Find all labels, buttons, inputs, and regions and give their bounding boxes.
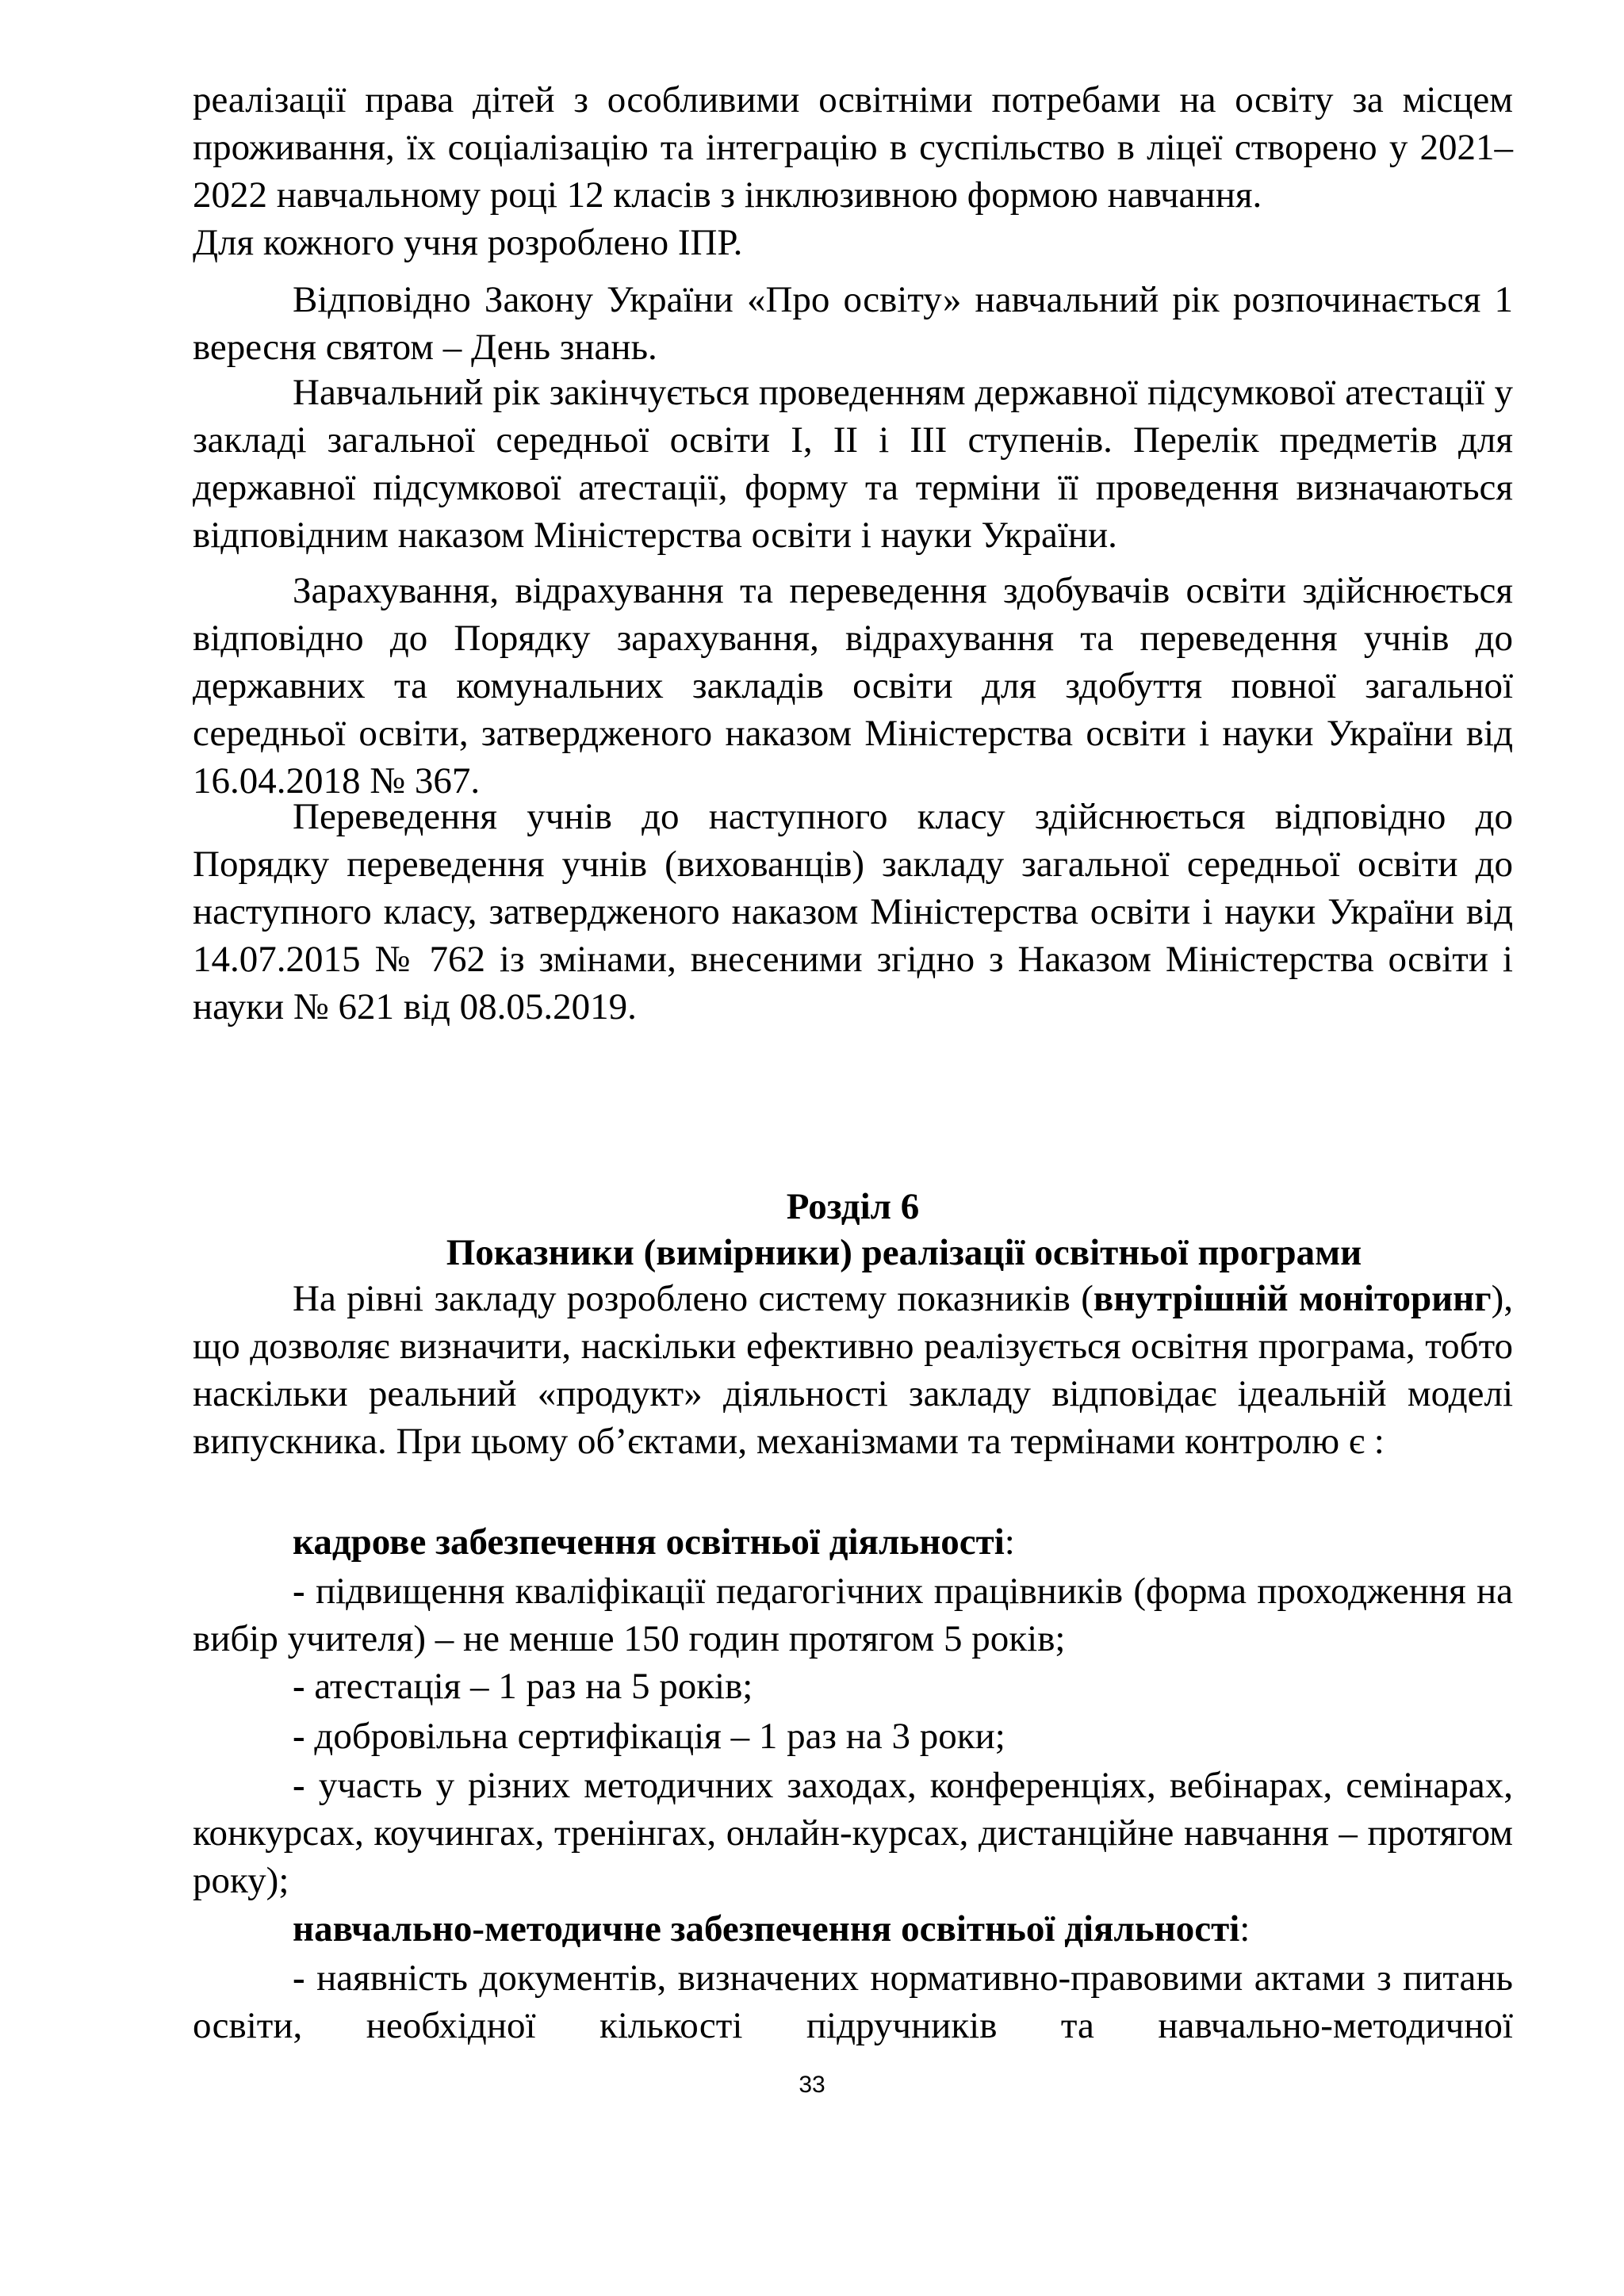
staffing-item-methodical-events: - участь у різних методичних заходах, конференціях, вебінарах, семінарах, конкурсах, коучингах, тренінгах, онлайн-курсах, дистанційне навчання – протягом року); [193,1765,1513,1901]
section-title: Показники (вимірники) реалізації освітньої програми [446,1232,1362,1273]
monitoring-term: внутрішній моніторинг [1093,1278,1492,1319]
staffing-item-attestation: - атестація – 1 раз на 5 років; [293,1666,753,1707]
staffing-item-certification: - добровільна сертифікація – 1 раз на 3 роки; [293,1716,1005,1757]
paragraph-ipr: Для кожного учня розроблено ІПР. [193,222,743,263]
section-number: Розділ 6 [786,1186,920,1227]
paragraph-promotion: Переведення учнів до наступного класу здійснюється відповідно до Порядку переведення учнів (вихованців) закладу загальної середньої освіти до наступного класу, затвердженого наказом Міністерства освіти і науки України від 14.07.2015 № 762 із змінами, внесеними згідно з Наказом Міністерства освіти і науки № 621 від 08.05.2019. [193,796,1513,1027]
paragraph-monitoring-intro: На рівні закладу розроблено систему показників (внутрішній моніторинг), що дозволяє визначити, наскільки ефективно реалізується освітня програма, тобто наскільки реальний «продукт» діяльності закладу відповідає ідеальній моделі випускника. При цьому об’єктами, механізмами та термінами контролю є : [193,1278,1514,1462]
paragraph-school-year-end: Навчальний рік закінчується проведенням державної підсумкової атестації у закладі загальної середньої освіти І, ІІ і ІІІ ступенів. Перелік предметів для державної підсумкової атестації, форму та терміни її проведення визначаються відповідним наказом Міністерства освіти і науки України. [193,372,1513,556]
paragraph-inclusive-classes: реалізації права дітей з особливими освітніми потребами на освіту за місцем проживання, їх соціалізацію та інтеграцію в суспільство в ліцеї створено у 2021–2022 навчальному році 12 класів з інклюзивною формою навчання. [193,79,1513,216]
methodical-item-documents: - наявність документів, визначених нормативно-правовими актами з питань освіти, необхідної кількості підручників та навчально-методичної [193,1957,1513,2046]
page-number: 33 [799,2072,825,2098]
staffing-item-qualification: - підвищення кваліфікації педагогічних працівників (форма проходження на вибір учителя) – не менше 150 годин протягом 5 років; [193,1571,1513,1659]
staffing-heading: кадрове забезпечення освітньої діяльності: [293,1521,1015,1563]
paragraph-enrollment: Зарахування, відрахування та переведення здобувачів освіти здійснюється відповідно до Порядку зарахування, відрахування та переведення учнів до державних та комунальних закладів освіти для здобуття повної загальної середньої освіти, затвердженого наказом Міністерства освіти і науки України від 16.04.2018 № 367. [193,570,1513,802]
methodical-heading: навчально-методичне забезпечення освітньої діяльності: [293,1908,1251,1950]
paragraph-school-year-start: Відповідно Закону України «Про освіту» навчальний рік розпочинається 1 вересня святом – День знань. [193,279,1513,368]
